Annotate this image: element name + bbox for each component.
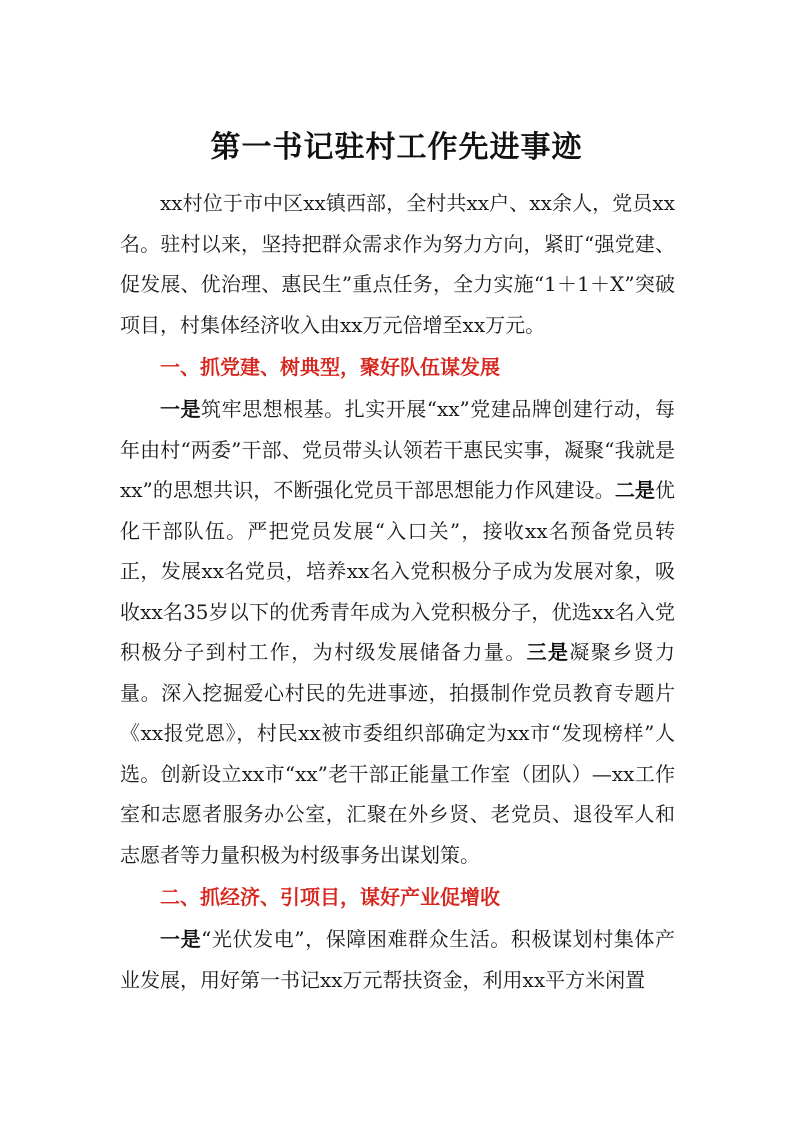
document-body [120,183,675,1000]
lead-phrase: 二是 [614,478,655,502]
intro-paragraph: xx村位于市中区xx镇西部，全村共xx户、xx余人，党员xx名。驻村以来，坚持把群众需求作为努力方向，紧盯“强党建、促发展、优治理、惠民生”重点任务，全力实施“1＋1＋X”突破项目，村集体经济收入由xx万元倍增至xx万元。 [120,191,675,337]
paragraph-text: 优化干部队伍。严把党员发展“入口关”，接收xx名预备党员转正，发展xx名党员，培养xx名入党积极分子成为发展对象，吸收xx名35岁以下的优秀青年成为入党积极分子，优选xx名入党积极分子到村工作，为村级发展储备力量。 [120,478,675,664]
paragraph-text: 凝聚乡贤力量。深入挖掘爱心村民的先进事迹，拍摄制作党员教育专题片《xx报党恩》，村民xx被市委组织部确定为xx市“发现榜样”人选。创新设立xx市“xx”老干部正能量工作室（团队）—xx工作室和志愿者服务办公室，汇聚在外乡贤、老党员、退役军人和志愿者等力量积极为村级事务出谋划策。 [120,640,676,867]
section-1-paragraph [120,389,675,875]
paragraph-text: 筑牢思想根基。扎实开展“xx”党建品牌创建行动，每年由村“两委”干部、党员带头认领若干惠民实事，凝聚“我就是xx”的思想共识，不断强化党员干部思想能力作风建设。 [120,397,675,502]
lead-phrase: 三是 [526,640,570,664]
document-title: 第一书记驻村工作先进事迹 [210,130,583,165]
section-heading-1: 一、抓党建、树典型，聚好队伍谋发展 [160,355,500,379]
paragraph-text: “光伏发电”，保障困难群众生活。积极谋划村集体产业发展，用好第一书记xx万元帮扶资金，利用xx平方米闲置 [120,927,676,992]
lead-phrase: 一是 [160,397,202,421]
section-heading-2: 二、抓经济、引项目，谋好产业促增收 [160,885,500,909]
section-2-paragraph [120,919,675,1000]
lead-phrase: 一是 [160,927,202,951]
